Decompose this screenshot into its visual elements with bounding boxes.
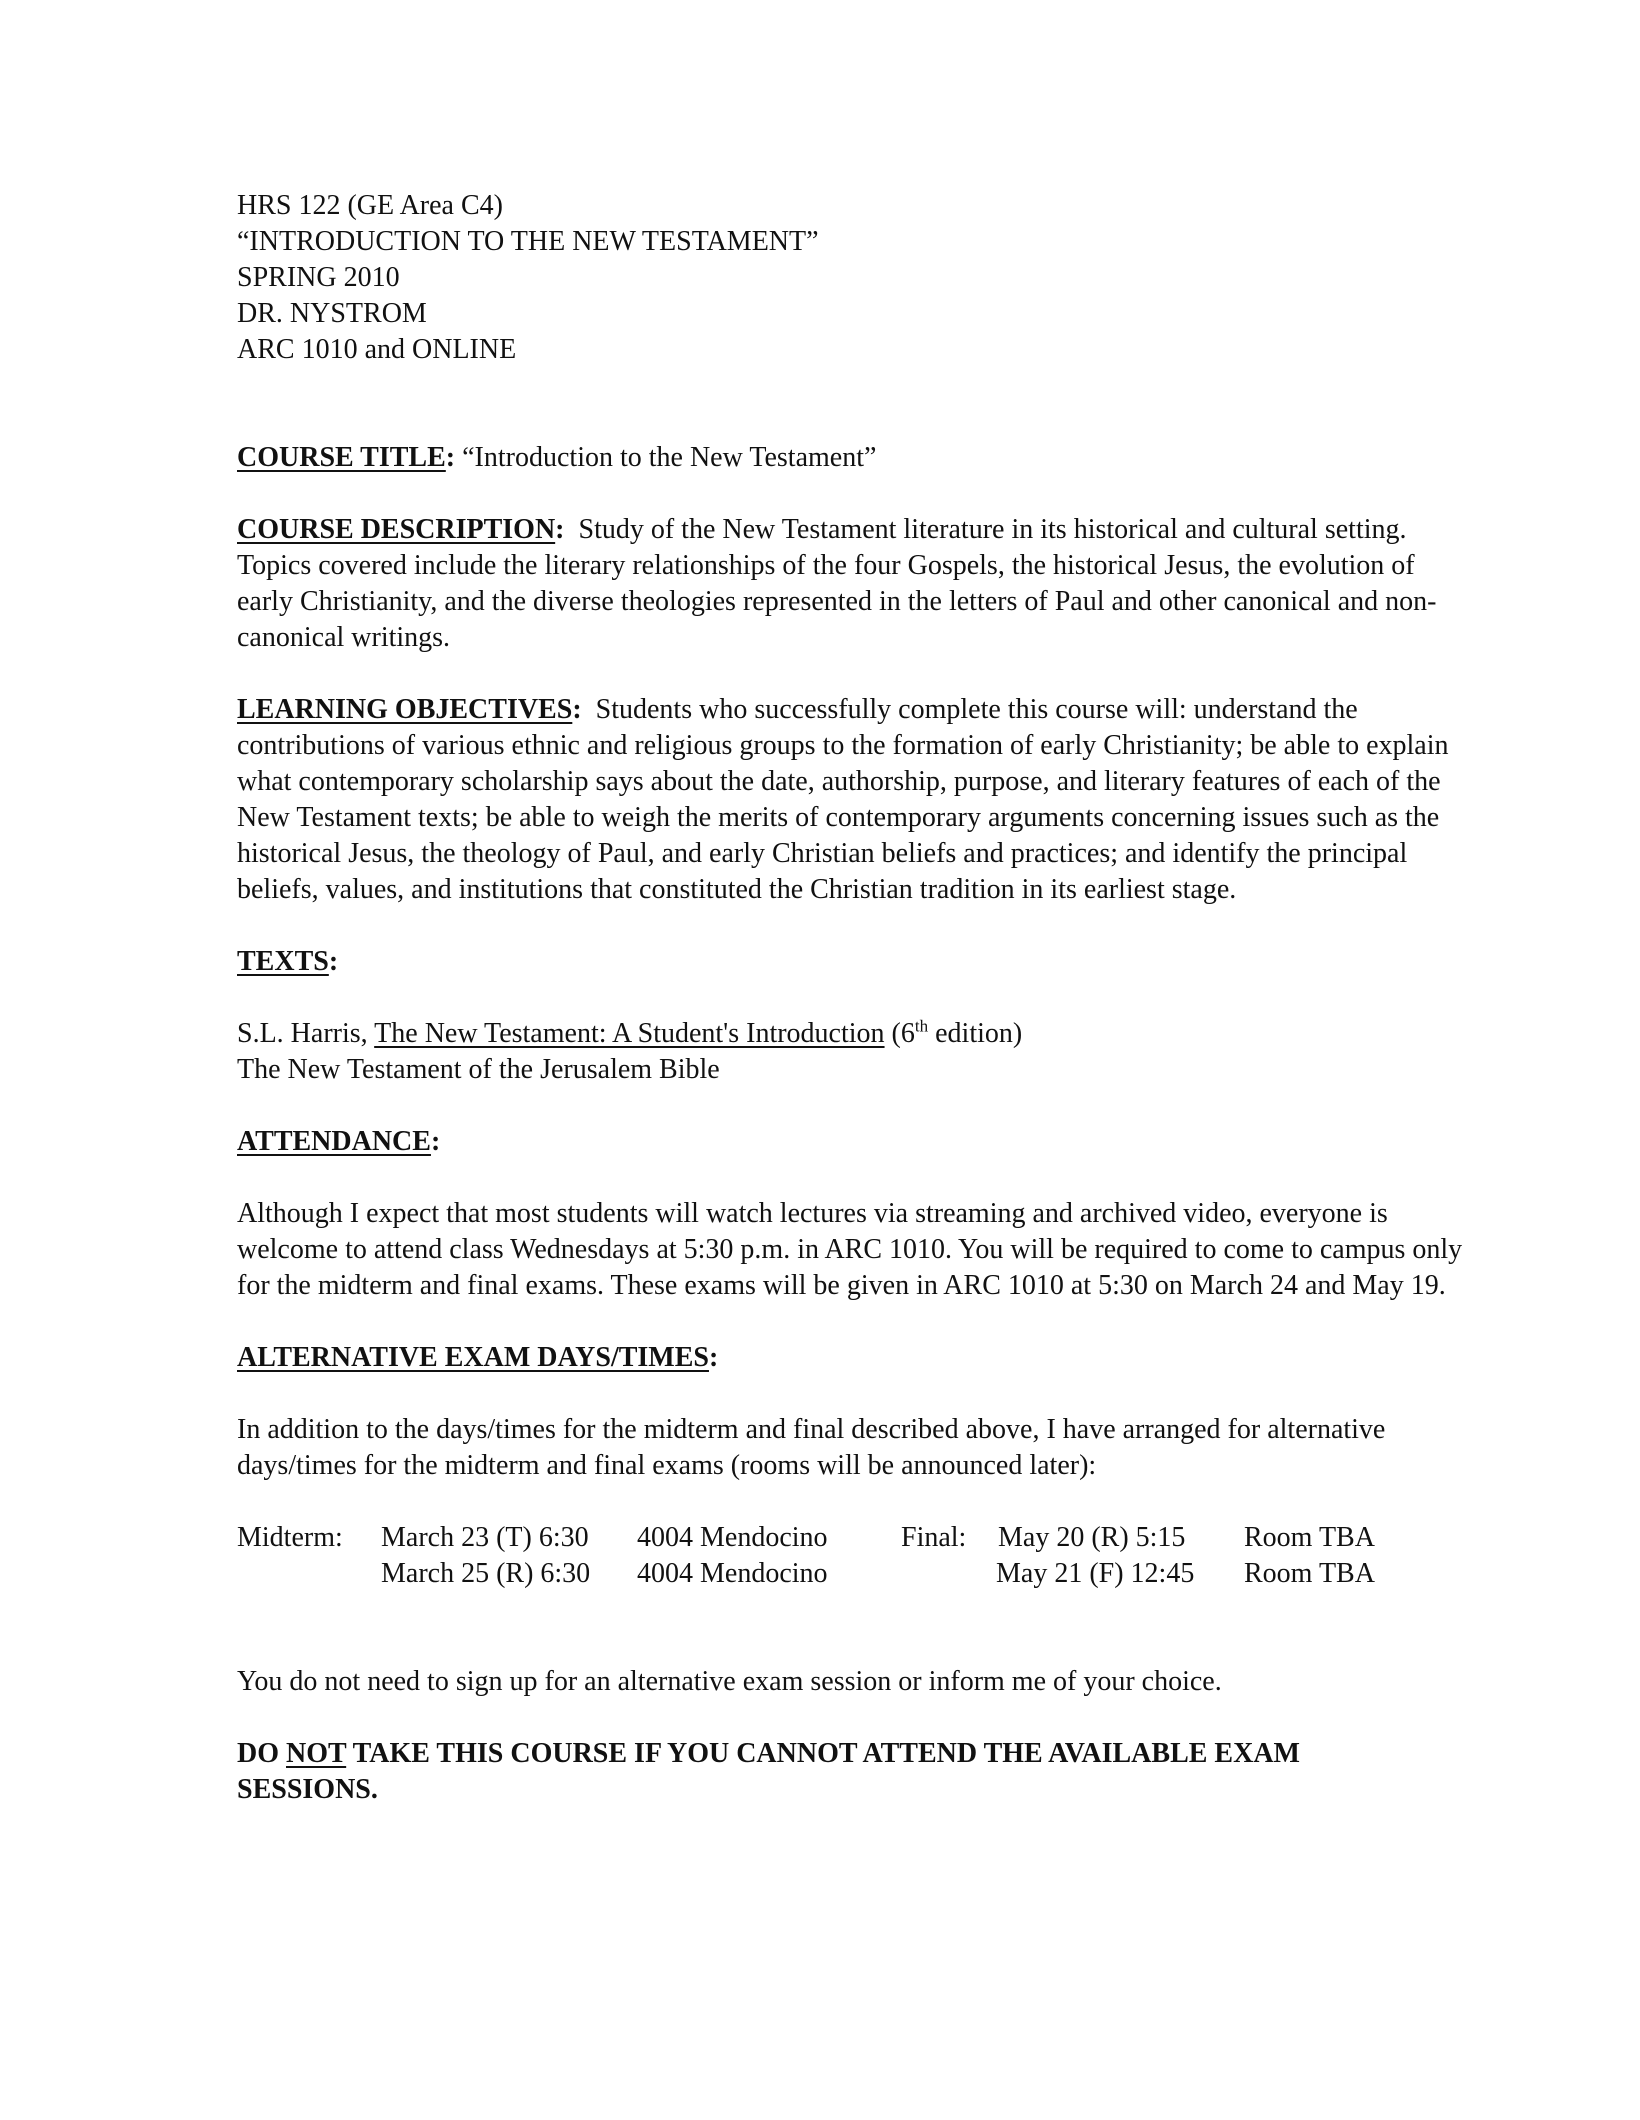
attendance-heading: ATTENDANCE <box>237 1126 431 1157</box>
midterm-session-date: March 23 (T) 6:30 <box>381 1522 589 1553</box>
header-line-instructor: DR. NYSTROM <box>237 298 427 329</box>
textbook-1-edition-ordinal: th <box>914 1016 929 1036</box>
heading-colon: : <box>328 946 339 977</box>
exam-schedule-row <box>237 1520 1477 1556</box>
texts-heading: TEXTS <box>237 946 329 977</box>
heading-colon: : <box>445 442 456 473</box>
header-line-course-code: HRS 122 (GE Area C4) <box>237 190 503 221</box>
exam-schedule-row <box>237 1556 1477 1592</box>
exam-schedule <box>237 1520 1477 1592</box>
syllabus-content <box>237 188 1477 1808</box>
learning-objectives-text: Students who successfully complete this course will: understand the contributions of various ethnic and religious groups to the formation of early Christianity; be able to explain what contemporary scholarship says about the date, authorship, purpose, and literary features of each of the New Testament texts; be able to weigh the merits of contemporary arguments concerning issues such as the historical Jesus, the theology of Paul, and early Christian beliefs and practices; and identify the principal beliefs, values, and institutions that constituted the Christian tradition in its earliest stage. <box>237 694 1456 905</box>
midterm-label: Midterm: <box>237 1522 343 1553</box>
textbook-1 <box>237 1016 1477 1052</box>
final-session-date: May 20 (R) 5:15 <box>998 1522 1186 1553</box>
course-description-heading: COURSE DESCRIPTION <box>237 514 556 545</box>
texts-list <box>237 1016 1477 1088</box>
alternative-exams-note: You do not need to sign up for an alternative exam session or inform me of your choice. <box>237 1666 1222 1697</box>
final-session-room: Room TBA <box>1244 1522 1375 1553</box>
attendance-heading-line <box>237 1124 1477 1160</box>
course-description-section <box>237 512 1477 656</box>
textbook-1-author: S.L. Harris, <box>237 1018 375 1049</box>
midterm-session-date: March 25 (R) 6:30 <box>381 1558 591 1589</box>
midterm-session-room: 4004 Mendocino <box>637 1522 828 1553</box>
heading-colon: : <box>572 694 582 725</box>
warning-prefix: DO <box>237 1738 286 1769</box>
warning-emphasis: NOT <box>286 1738 347 1769</box>
course-title-heading: COURSE TITLE <box>237 442 446 473</box>
alternative-exams-heading-line <box>237 1340 1477 1376</box>
heading-colon: : <box>555 514 565 545</box>
final-label: Final: <box>901 1522 967 1553</box>
textbook-1-title: The New Testament: A Student's Introduction <box>374 1018 885 1049</box>
warning-text: TAKE THIS COURSE IF YOU CANNOT ATTEND THE AVAILABLE EXAM SESSIONS. <box>237 1738 1307 1805</box>
final-session-room: Room TBA <box>1244 1558 1375 1589</box>
textbook-1-edition-open: (6 <box>884 1018 915 1049</box>
attendance-text: Although I expect that most students will watch lectures via streaming and archived video, everyone is welcome to attend class Wednesdays at 5:30 p.m. in ARC 1010. You will be required to come to campus only for the midterm and final exams. These exams will be given in ARC 1010 at 5:30 on March 24 and May 19. <box>237 1198 1463 1301</box>
course-title-text: “Introduction to the New Testament” <box>455 442 877 473</box>
alternative-exams-heading: ALTERNATIVE EXAM DAYS/TIMES <box>237 1342 709 1373</box>
attendance-warning <box>237 1736 1377 1808</box>
header-line-location: ARC 1010 and ONLINE <box>237 334 517 365</box>
course-description-text: Study of the New Testament literature in its historical and cultural setting. Topics covered include the literary relationships of the four Gospels, the historical Jesus, the evolution of early Christianity, and the diverse theologies represented in the letters of Paul and other canonical and non-canonical writings. <box>237 514 1437 653</box>
textbook-2: The New Testament of the Jerusalem Bible <box>237 1054 720 1085</box>
header-line-term: SPRING 2010 <box>237 262 400 293</box>
learning-objectives-heading: LEARNING OBJECTIVES <box>237 694 573 725</box>
course-title-section <box>237 440 1477 476</box>
course-header <box>237 188 1477 368</box>
midterm-session-room: 4004 Mendocino <box>637 1558 828 1589</box>
alternative-exams-intro: In addition to the days/times for the midterm and final described above, I have arranged for alternative days/times for the midterm and final exams (rooms will be announced later): <box>237 1414 1386 1481</box>
learning-objectives-section <box>237 692 1477 908</box>
final-session-date: May 21 (F) 12:45 <box>996 1558 1195 1589</box>
texts-heading-line <box>237 944 1477 980</box>
textbook-1-edition-close: edition) <box>928 1018 1023 1049</box>
heading-colon: : <box>430 1126 441 1157</box>
header-line-course-name: “INTRODUCTION TO THE NEW TESTAMENT” <box>237 226 819 257</box>
heading-colon: : <box>708 1342 719 1373</box>
